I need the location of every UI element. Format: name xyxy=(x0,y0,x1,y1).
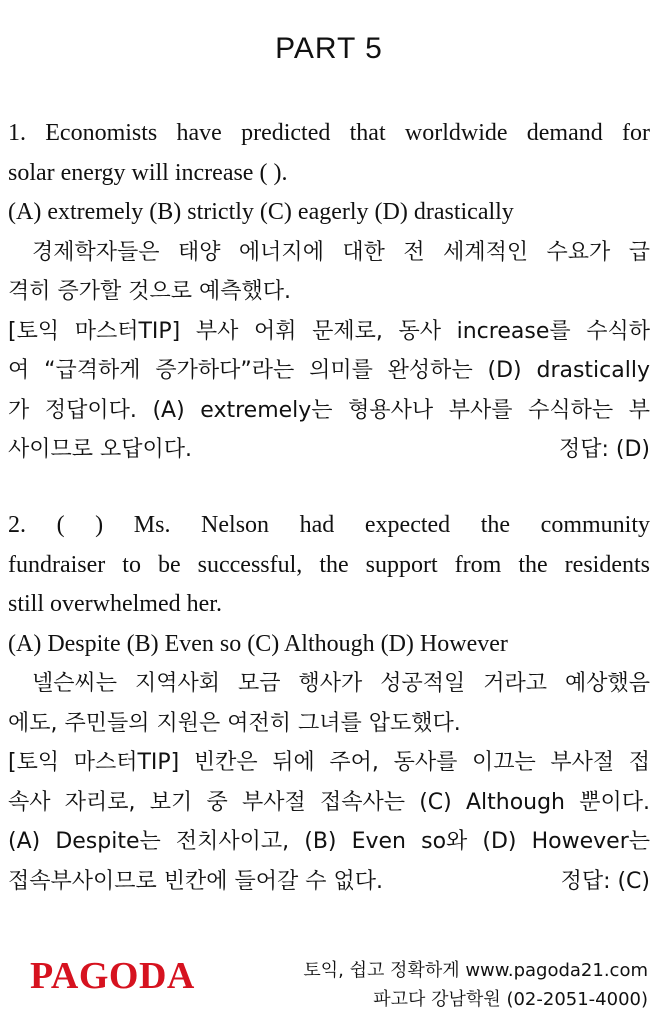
tip-line: [토익 마스터TIP] 빈칸은 뒤에 주어, 동사를 이끄는 부사절 접 xyxy=(8,750,650,775)
tip-line: [토익 마스터TIP] 부사 어휘 문제로, 동사 increase를 수식하 xyxy=(8,318,650,344)
answer-label: 정답: (D) xyxy=(558,437,650,462)
answer-options: (A) extremely (B) strictly (C) eagerly (D) drastically xyxy=(8,199,514,225)
answer-label: 정답: (C) xyxy=(560,868,650,894)
footer-branch: 파고다 강남학원 (02-2051-4000) xyxy=(373,989,648,1010)
tip-line: 여 “급격하게 증가하다”라는 의미를 완성하는 (D) drastically xyxy=(8,358,650,383)
translation-line: 경제학자들은 태양 에너지에 대한 전 세계적인 수요가 급 xyxy=(32,239,650,265)
tip-answer-row xyxy=(8,430,650,470)
translation-line: 에도, 주민들의 지원은 여전히 그녀를 압도했다. xyxy=(8,710,461,736)
answer-options: (A) Despite (B) Even so (C) Although (D) However xyxy=(8,630,508,657)
pagoda-logo: PAGODA xyxy=(30,955,195,997)
tip-line: 접속부사이므로 빈칸에 들어갈 수 없다. xyxy=(8,868,383,894)
question-stem-line: still overwhelmed her. xyxy=(8,591,222,617)
question-stem-line: 1. Economists have predicted that worldwide demand for xyxy=(8,120,650,146)
question-1 xyxy=(8,114,650,470)
tip-line: (A) Despite는 전치사이고, (B) Even so와 (D) However는 xyxy=(8,829,650,854)
translation-line: 넬슨씨는 지역사회 모금 행사가 성공적일 거라고 예상했음 xyxy=(32,671,650,696)
translation-line: 격히 증가할 것으로 예측했다. xyxy=(8,279,291,304)
tip-line: 가 정답이다. (A) extremely는 형용사나 부사를 수식하는 부 xyxy=(8,397,650,423)
question-stem-line: solar energy will increase ( ). xyxy=(8,159,288,186)
question-2 xyxy=(8,506,650,901)
tip-line: 속사 자리로, 보기 중 부사절 접속사는 (C) Although 뿐이다. xyxy=(8,789,650,815)
footer xyxy=(0,952,658,1022)
question-stem-line: 2. ( ) Ms. Nelson had expected the community xyxy=(8,512,650,538)
footer-info xyxy=(303,956,648,1014)
page-title: PART 5 xyxy=(275,32,383,65)
tip-answer-row xyxy=(8,862,650,902)
footer-slogan: 토익, 쉽고 정확하게 www.pagoda21.com xyxy=(303,960,648,981)
tip-line: 사이므로 오답이다. xyxy=(8,437,193,462)
question-stem-line: fundraiser to be successful, the support from the residents xyxy=(8,551,650,578)
